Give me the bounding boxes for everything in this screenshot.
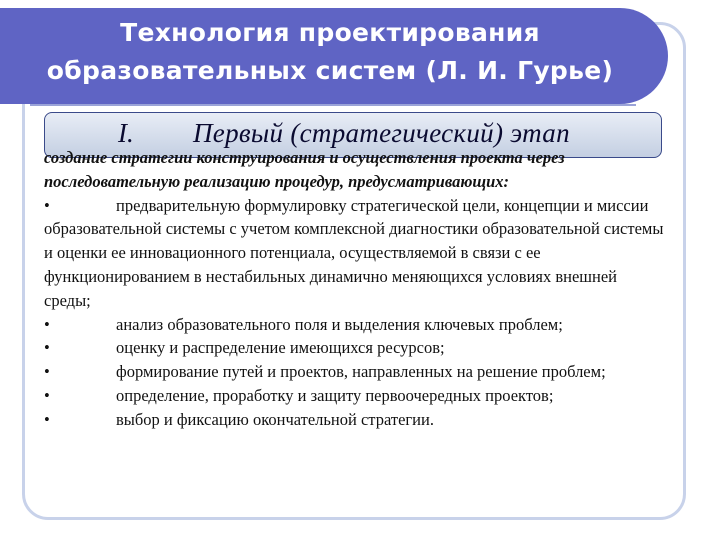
- list-item-text: предварительную формулировку стратегической цели, концепции и миссии образовательной системы с учетом комплексной диагностики образовательной системы и оценки ее инновационного потенциала, осуществляемой в связи с ее функционированием в нестабильных динамично меняющихся условиях внешней среды;: [44, 195, 664, 310]
- list-item-text: выбор и фиксацию окончательной стратегии.: [116, 409, 434, 429]
- bullet-icon: •: [44, 385, 50, 405]
- slide-body: [44, 146, 664, 432]
- bullet-icon: •: [44, 195, 50, 215]
- bullet-icon: •: [44, 362, 50, 382]
- list-item: [44, 336, 664, 360]
- title-line-1: Технология проектирования: [120, 18, 540, 47]
- stage-title: Первый (стратегический) этап: [193, 118, 570, 148]
- list-item-text: формирование путей и проектов, направленных на решение проблем;: [116, 362, 606, 382]
- intro-text: создание стратегии конструирования и осуществления проекта через последовательную реализацию процедур, предусматривающих:: [44, 148, 565, 191]
- stage-number: I.: [118, 118, 134, 148]
- slide-title: [0, 14, 660, 90]
- bullet-icon: •: [44, 314, 50, 334]
- bullet-icon: •: [44, 338, 50, 358]
- list-item-text: определение, проработку и защиту первоочередных проектов;: [116, 385, 554, 405]
- list-item-text: анализ образовательного поля и выделения ключевых проблем;: [116, 314, 563, 334]
- bullet-icon: •: [44, 409, 50, 429]
- list-item-text: оценку и распределение имеющихся ресурсов;: [116, 338, 445, 358]
- list-item: [44, 194, 664, 313]
- list-item: [44, 384, 664, 408]
- list-item: [44, 313, 664, 337]
- list-item: [44, 408, 664, 432]
- title-underline: [30, 104, 636, 106]
- title-line-2: образовательных систем (Л. И. Гурье): [46, 56, 614, 85]
- title-banner: [0, 8, 668, 104]
- list-item: [44, 360, 664, 384]
